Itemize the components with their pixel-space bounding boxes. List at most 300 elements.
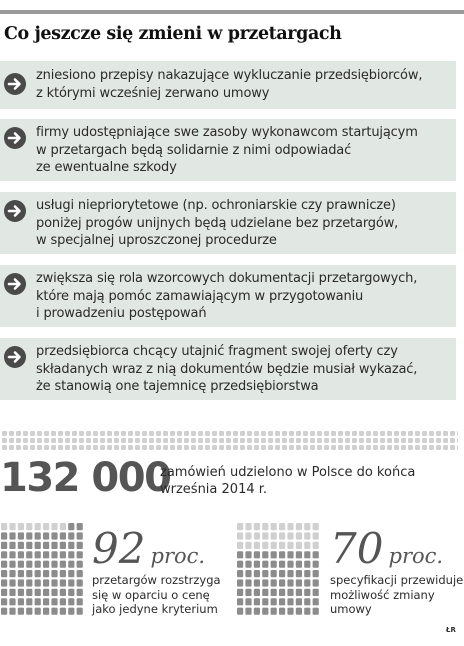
band-dot <box>436 445 441 450</box>
band-dot <box>247 438 252 443</box>
band-dot <box>352 438 357 443</box>
band-dot <box>79 431 84 436</box>
percent-dot-grid <box>236 522 322 618</box>
percent-dot-empty <box>313 532 319 539</box>
percent-dot-filled <box>304 608 310 615</box>
percent-dot-filled <box>9 542 15 549</box>
band-dot <box>128 431 133 436</box>
band-dot <box>30 438 35 443</box>
item-line: zwiększa się rola wzorcowych dokumentacji przetargowych, <box>36 271 418 286</box>
band-dot <box>394 431 399 436</box>
percent-dot-filled <box>68 551 74 558</box>
percent-dot-filled <box>1 561 7 568</box>
item-line: składanych wraz z nią dokumentów będzie musiał wykazać, <box>36 361 418 377</box>
percent-dot-empty <box>254 532 260 539</box>
band-dot <box>44 431 49 436</box>
percent-dot-filled <box>68 598 74 605</box>
percent-dot-filled <box>304 589 310 596</box>
band-dot <box>352 431 357 436</box>
percent-dot-filled <box>296 551 302 558</box>
percent-dot-filled <box>245 579 251 586</box>
item-line: usługi niepriorytetowe (np. ochroniarskie czy prawnicze) <box>36 198 396 213</box>
percent-dot-filled <box>18 598 24 605</box>
percent-dot-filled <box>254 579 260 586</box>
percent-dot-empty <box>254 542 260 549</box>
percent-dot-filled <box>304 598 310 605</box>
band-dot <box>37 431 42 436</box>
percent-dot-filled <box>271 589 277 596</box>
percent-dot-filled <box>313 589 319 596</box>
band-dot <box>219 431 224 436</box>
band-dot <box>149 445 154 450</box>
percent-dot-filled <box>9 598 15 605</box>
band-dot <box>205 445 210 450</box>
item-line: że stanowią one tajemnicę przedsiębiorstwa <box>36 379 319 394</box>
band-dot <box>233 438 238 443</box>
band-dot <box>23 445 28 450</box>
percent-dot-filled <box>26 551 32 558</box>
percent-dot-filled <box>77 579 83 586</box>
item-text <box>36 343 452 396</box>
percent-dot-filled <box>296 589 302 596</box>
percent-dot-filled <box>60 608 66 615</box>
top-rule <box>0 10 464 14</box>
percent-dot-empty <box>245 523 251 530</box>
percent-dot-filled <box>43 542 49 549</box>
percent-dot-filled <box>51 608 57 615</box>
percent-dot-filled <box>60 532 66 539</box>
percent-dot-filled <box>77 589 83 596</box>
band-dot <box>191 445 196 450</box>
percent-dot-filled <box>279 608 285 615</box>
band-dot <box>135 431 140 436</box>
band-dot <box>317 438 322 443</box>
band-dot <box>240 438 245 443</box>
percent-dot-filled <box>51 542 57 549</box>
percent-dot-filled <box>68 589 74 596</box>
percent-dot-filled <box>60 561 66 568</box>
band-dot <box>163 431 168 436</box>
percent-dot-filled <box>296 579 302 586</box>
band-dot <box>23 438 28 443</box>
band-dot <box>324 431 329 436</box>
band-dot <box>303 445 308 450</box>
percent-dot-filled <box>262 589 268 596</box>
stat-line: jako jedyne kryterium <box>92 602 218 616</box>
percent-dot-filled <box>26 561 32 568</box>
band-dot <box>457 438 458 443</box>
band-dot <box>450 445 455 450</box>
percent-dot-empty <box>9 523 15 530</box>
percent-dot-filled <box>237 608 243 615</box>
band-dot <box>317 431 322 436</box>
band-dot <box>135 438 140 443</box>
percent-dot-filled <box>296 598 302 605</box>
percent-dot-empty <box>279 532 285 539</box>
band-dot <box>289 445 294 450</box>
band-dot <box>457 431 458 436</box>
percent-dot-filled <box>77 570 83 577</box>
percent-dot-filled <box>77 608 83 615</box>
list-item <box>0 61 456 109</box>
arrow-right-icon <box>4 346 26 368</box>
band-dot <box>359 431 364 436</box>
band-dot <box>149 438 154 443</box>
band-dot <box>422 431 427 436</box>
percent-dot-filled <box>245 561 251 568</box>
band-dot <box>331 431 336 436</box>
percent-dot-filled <box>313 570 319 577</box>
percent-dot-empty <box>245 532 251 539</box>
band-dot <box>254 438 259 443</box>
band-dot <box>233 445 238 450</box>
band-dot <box>226 431 231 436</box>
percent-dot-filled <box>1 542 7 549</box>
percent-dot-filled <box>60 589 66 596</box>
band-dot <box>366 438 371 443</box>
band-dot <box>275 431 280 436</box>
highlight-description <box>160 464 460 498</box>
band-dot <box>191 438 196 443</box>
band-dot <box>275 445 280 450</box>
band-dot <box>37 445 42 450</box>
stat-line: przetargów rozstrzyga <box>92 573 221 587</box>
stat-number: 92 <box>92 524 146 573</box>
band-dot <box>114 438 119 443</box>
percent-dot-filled <box>26 570 32 577</box>
band-dot <box>44 445 49 450</box>
percent-dot-filled <box>43 561 49 568</box>
percent-dot-filled <box>68 570 74 577</box>
percent-dot-filled <box>279 589 285 596</box>
percent-dot-filled <box>35 542 41 549</box>
percent-dot-filled <box>9 589 15 596</box>
percent-dot-empty <box>304 523 310 530</box>
percent-dot-filled <box>26 589 32 596</box>
band-dot <box>359 445 364 450</box>
percent-dot-filled <box>26 608 32 615</box>
band-dot <box>401 438 406 443</box>
percent-dot-filled <box>77 551 83 558</box>
band-dot <box>394 438 399 443</box>
band-dot <box>331 445 336 450</box>
band-dot <box>65 445 70 450</box>
band-dot <box>198 431 203 436</box>
band-dot <box>30 431 35 436</box>
band-dot <box>163 438 168 443</box>
percent-dot-filled <box>9 570 15 577</box>
band-dot <box>310 431 315 436</box>
band-dot <box>205 438 210 443</box>
list-item <box>0 265 456 327</box>
percent-dot-filled <box>9 561 15 568</box>
percent-dot-filled <box>18 551 24 558</box>
band-dot <box>93 438 98 443</box>
percent-dot-filled <box>296 570 302 577</box>
percent-dot-filled <box>1 598 7 605</box>
band-dot <box>9 438 14 443</box>
band-dot <box>219 445 224 450</box>
item-text <box>36 124 452 177</box>
percent-dot-filled <box>51 589 57 596</box>
percent-dot-filled <box>262 551 268 558</box>
band-dot <box>359 438 364 443</box>
percent-dot-empty <box>60 523 66 530</box>
item-line: przedsiębiorca chcący utajnić fragment swojej oferty czy <box>36 344 398 359</box>
stat-unit: proc. <box>150 544 206 568</box>
percent-dot-filled <box>254 608 260 615</box>
percent-dot-filled <box>60 579 66 586</box>
band-dot <box>128 438 133 443</box>
band-dot <box>457 445 458 450</box>
band-dot <box>121 445 126 450</box>
band-dot <box>121 438 126 443</box>
band-dot <box>408 445 413 450</box>
band-dot <box>247 445 252 450</box>
band-dot <box>212 438 217 443</box>
band-dot <box>65 431 70 436</box>
percent-dot-filled <box>77 561 83 568</box>
band-dot <box>275 438 280 443</box>
percent-dot-filled <box>296 608 302 615</box>
percent-dot-filled <box>271 608 277 615</box>
arrow-right-icon <box>4 200 26 222</box>
item-line: firmy udostępniające swe zasoby wykonawcom startującym <box>36 125 418 140</box>
band-dot <box>240 445 245 450</box>
band-dot <box>44 438 49 443</box>
percent-dot-empty <box>262 532 268 539</box>
percent-dot-empty <box>296 542 302 549</box>
band-dot <box>303 438 308 443</box>
band-dot <box>93 445 98 450</box>
percent-dot-filled <box>77 523 83 530</box>
band-dot <box>72 445 77 450</box>
band-dot <box>415 445 420 450</box>
percent-dot-filled <box>271 598 277 605</box>
percent-dot-filled <box>51 579 57 586</box>
item-text <box>36 270 452 323</box>
percent-dot-filled <box>304 551 310 558</box>
band-dot <box>254 445 259 450</box>
band-dot <box>114 431 119 436</box>
band-dot <box>261 438 266 443</box>
band-dot <box>58 438 63 443</box>
item-line: ze ewentualne szkody <box>36 160 177 175</box>
band-dot <box>198 445 203 450</box>
band-dot <box>184 445 189 450</box>
percent-dot-filled <box>68 561 74 568</box>
percent-dot-filled <box>262 608 268 615</box>
item-line: poniżej progów unijnych będą udzielane bez przetargów, <box>36 215 399 231</box>
band-dot <box>282 431 287 436</box>
band-dot <box>212 445 217 450</box>
percent-dot-filled <box>43 570 49 577</box>
stat-value <box>92 524 205 573</box>
band-dot <box>93 431 98 436</box>
band-dot <box>380 445 385 450</box>
percent-dot-empty <box>304 542 310 549</box>
percent-dot-filled <box>254 561 260 568</box>
percent-dot-filled <box>1 608 7 615</box>
percent-dot-filled <box>51 561 57 568</box>
band-dot <box>149 431 154 436</box>
band-dot <box>191 431 196 436</box>
band-dot <box>261 431 266 436</box>
percent-dot-filled <box>26 579 32 586</box>
percent-dot-filled <box>68 523 74 530</box>
percent-dot-filled <box>287 561 293 568</box>
percent-dot-empty <box>296 523 302 530</box>
percent-dot-filled <box>287 608 293 615</box>
highlight-line: zamówień udzielono w Polsce do końca <box>160 465 416 480</box>
band-dot <box>436 431 441 436</box>
band-dot <box>114 445 119 450</box>
band-dot <box>86 431 91 436</box>
percent-dot-empty <box>18 523 24 530</box>
percent-dot-filled <box>237 589 243 596</box>
percent-dot-filled <box>287 589 293 596</box>
band-dot <box>79 445 84 450</box>
percent-dot-filled <box>271 551 277 558</box>
percent-dot-filled <box>237 598 243 605</box>
band-dot <box>324 445 329 450</box>
band-dot <box>79 438 84 443</box>
band-dot <box>2 431 7 436</box>
item-line: z którymi wcześniej zerwano umowy <box>36 85 270 101</box>
percent-dot-filled <box>35 561 41 568</box>
band-dot <box>58 431 63 436</box>
band-dot <box>296 438 301 443</box>
percent-dot-filled <box>287 570 293 577</box>
band-dot <box>9 431 14 436</box>
percent-dot-filled <box>254 589 260 596</box>
percent-dot-filled <box>18 608 24 615</box>
band-dot <box>268 445 273 450</box>
stat-number: 70 <box>330 524 384 573</box>
percent-dot-empty <box>35 523 41 530</box>
percent-dot-filled <box>262 570 268 577</box>
band-dot <box>247 431 252 436</box>
band-dot <box>436 438 441 443</box>
item-text <box>36 197 452 250</box>
percent-dot-filled <box>262 579 268 586</box>
item-line: które mają pomóc zamawiającym w przygotowaniu <box>36 288 364 304</box>
band-dot <box>401 445 406 450</box>
percent-dot-filled <box>43 579 49 586</box>
band-dot <box>177 431 182 436</box>
band-dot <box>107 438 112 443</box>
band-dot <box>100 431 105 436</box>
band-dot <box>177 438 182 443</box>
percent-dot-filled <box>9 608 15 615</box>
band-dot <box>282 445 287 450</box>
band-dot <box>142 445 147 450</box>
band-dot <box>261 445 266 450</box>
percent-dot-filled <box>262 561 268 568</box>
band-dot <box>373 445 378 450</box>
percent-dot-filled <box>287 579 293 586</box>
percent-dot-filled <box>68 542 74 549</box>
percent-dot-empty <box>43 523 49 530</box>
band-dot <box>142 431 147 436</box>
band-dot <box>345 431 350 436</box>
percent-dot-filled <box>43 532 49 539</box>
arrow-right-icon <box>4 273 26 295</box>
band-dot <box>9 445 14 450</box>
percent-dot-filled <box>18 561 24 568</box>
percent-dot-filled <box>18 542 24 549</box>
percent-dot-filled <box>245 551 251 558</box>
band-dot <box>352 445 357 450</box>
band-dot <box>128 445 133 450</box>
percent-dot-filled <box>271 570 277 577</box>
band-dot <box>282 438 287 443</box>
percent-dot-filled <box>18 532 24 539</box>
band-dot <box>37 438 42 443</box>
band-dot <box>429 445 434 450</box>
band-dot <box>310 438 315 443</box>
band-dot <box>338 445 343 450</box>
list-item <box>0 192 456 254</box>
percent-dot-filled <box>18 589 24 596</box>
band-dot <box>422 445 427 450</box>
band-dot <box>212 431 217 436</box>
band-dot <box>387 438 392 443</box>
band-dot <box>100 445 105 450</box>
dot-pattern-band <box>0 428 458 452</box>
percent-dot-filled <box>35 551 41 558</box>
band-dot <box>170 431 175 436</box>
stat-line: specyfikacji przewiduje <box>330 573 464 587</box>
percent-dot-filled <box>77 542 83 549</box>
percent-dot-filled <box>26 542 32 549</box>
percent-dot-empty <box>313 523 319 530</box>
percent-dot-filled <box>51 598 57 605</box>
band-dot <box>443 438 448 443</box>
band-dot <box>156 445 161 450</box>
percent-dot-empty <box>262 523 268 530</box>
list-item <box>0 119 456 181</box>
percent-dot-filled <box>279 570 285 577</box>
percent-dot-filled <box>35 589 41 596</box>
percent-dot-empty <box>279 523 285 530</box>
band-dot <box>16 431 21 436</box>
percent-dot-filled <box>35 532 41 539</box>
percent-dot-filled <box>279 561 285 568</box>
band-dot <box>226 438 231 443</box>
band-dot <box>450 431 455 436</box>
percent-dot-filled <box>304 579 310 586</box>
percent-dot-filled <box>1 551 7 558</box>
band-dot <box>107 431 112 436</box>
percent-dot-filled <box>245 570 251 577</box>
percent-dot-filled <box>1 532 7 539</box>
percent-dot-filled <box>237 579 243 586</box>
band-dot <box>324 438 329 443</box>
percent-dot-filled <box>9 579 15 586</box>
percent-dot-empty <box>271 523 277 530</box>
percent-dot-filled <box>77 532 83 539</box>
band-dot <box>373 431 378 436</box>
percent-dot-filled <box>254 551 260 558</box>
percent-dot-filled <box>35 598 41 605</box>
band-dot <box>156 431 161 436</box>
band-dot <box>373 438 378 443</box>
percent-dot-filled <box>60 598 66 605</box>
percent-dot-filled <box>237 570 243 577</box>
percent-dot-filled <box>18 570 24 577</box>
percent-dot-empty <box>313 542 319 549</box>
